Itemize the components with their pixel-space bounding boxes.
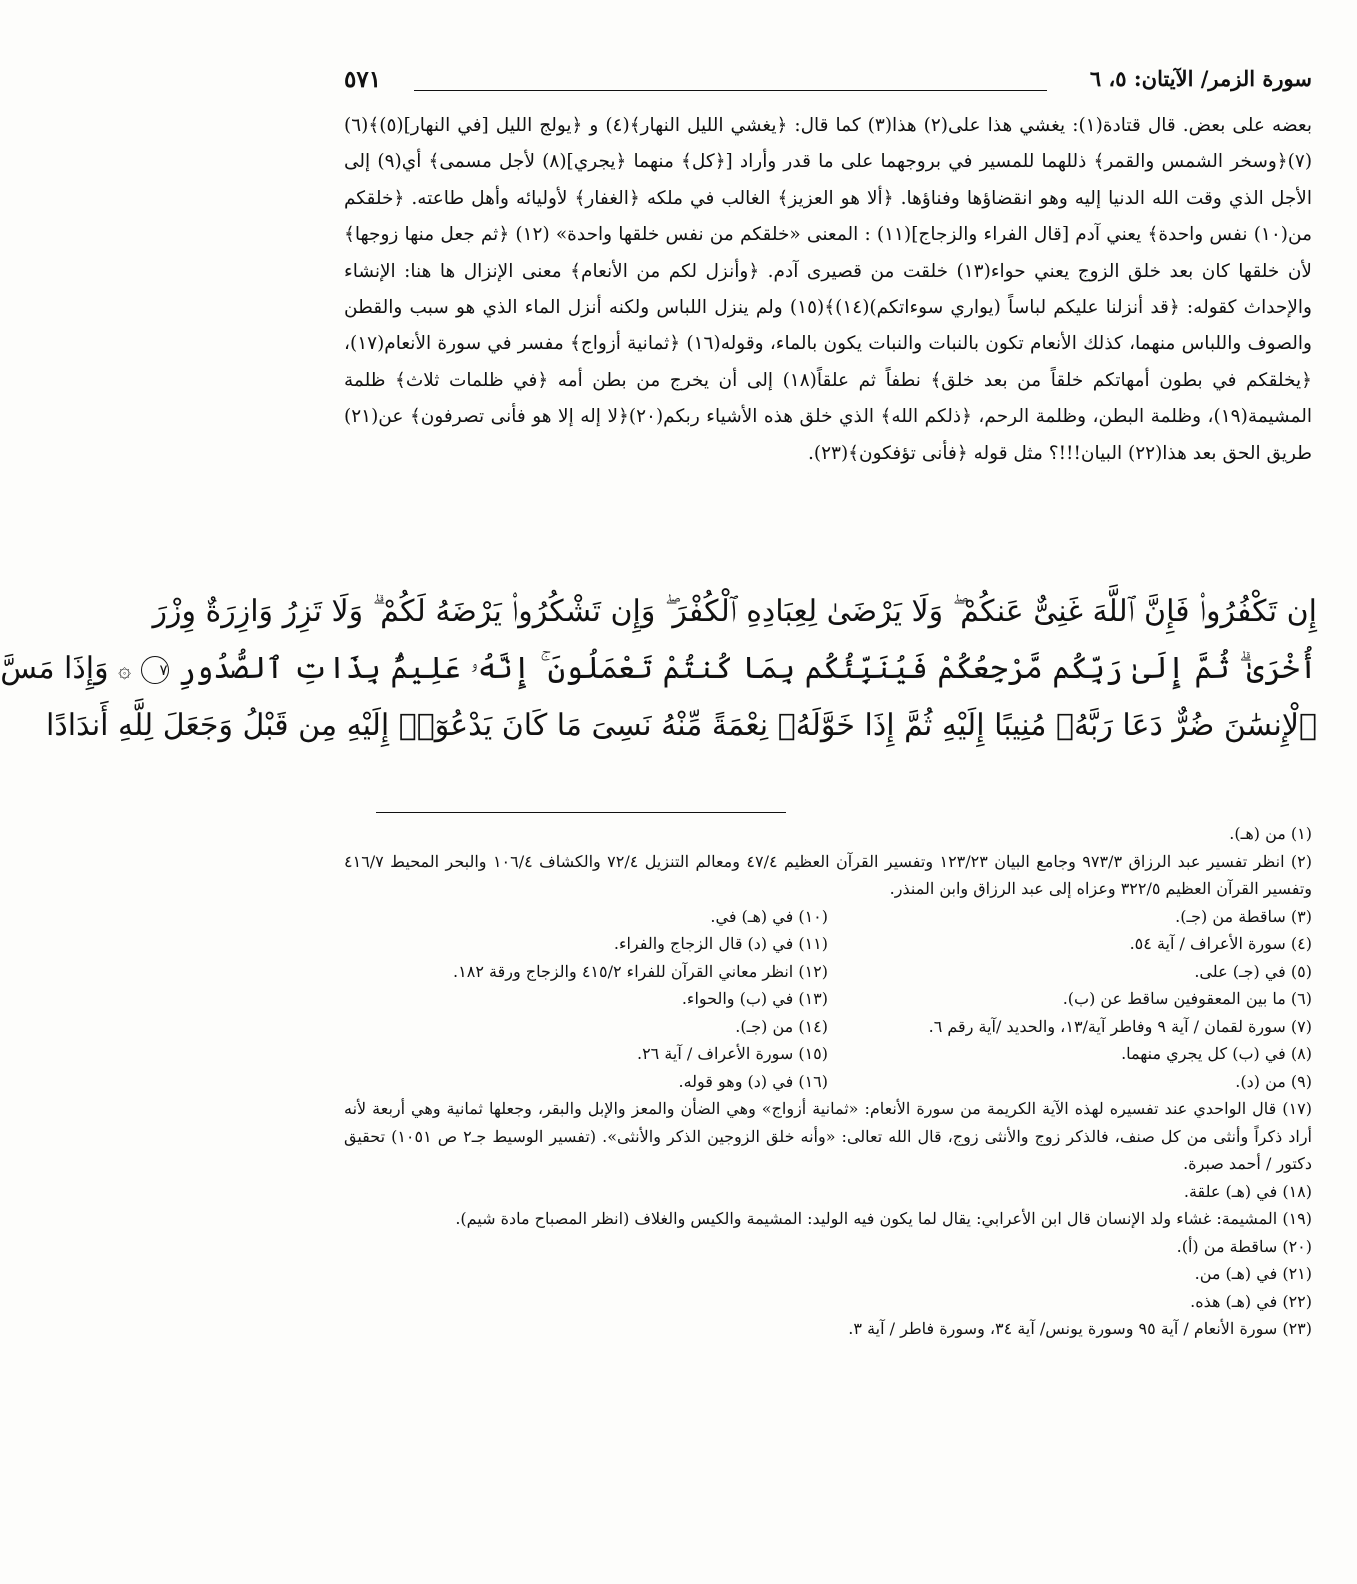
footnote-19: (١٩) المشيمة: غشاء ولد الإنسان قال ابن الأعرابي: يقال لما يكون فيه الوليد: المشيمة والكيس والغلاف (انظر المصباح مادة شيم). [455, 1209, 1312, 1228]
surah-title: سورة الزمر/ الآيتان: ٥، ٦ [1089, 66, 1312, 91]
footnote-22: (٢٢) في (هـ) هذه. [1190, 1291, 1312, 1311]
footnote-17: (١٧) قال الواحدي عند تفسيره لهذه الآية الكريمة من سورة الأنعام: «ثمانية أزواج» وهي الضأن والمعز والإبل والبقر، وجعلها ثمانية وهي أربعة لأنه أراد ذكراً وأنثى من كل صنف، فالذكر زوج والأنثى زوج، قال الله تعالى: «وأنه خلق الزوجين الذكر والأنثى». (تفسير الوسيط جـ٢ ص ١٠٥١) تحقيق دكتور / أحمد صبرة. [344, 1099, 1313, 1173]
footnote-9: (٩) من (د). [1235, 1071, 1312, 1091]
page-header [344, 64, 1312, 102]
quran-line-2 [0, 640, 1317, 697]
quran-line-2-end: وَإِذَا مَسَّ [0, 651, 109, 686]
commentary-paragraph: بعضه على بعض. قال قتادة(١): يغشي هذا على(٢) هذا(٣) كما قال: ﴿يغشي الليل النهار﴾(٤) و ﴿يولج الليل [في النهار](٥)﴾(٦)(٧)﴿وسخر الشمس والقمر﴾ ذللهما للمسير في بروجهما على ما قدر وأراد [﴿كل﴾ منهما ﴿يجري](٨) لأجل مسمى﴾ أي(٩) إلى الأجل الذي وقت الله الدنيا إليه وهو انقضاؤها وفناؤها. ﴿ألا هو العزيز﴾ الغالب في ملكه ﴿الغفار﴾ لأوليائه وأهل طاعته. ﴿خلقكم من(١٠) نفس واحدة﴾ يعني آدم [قال الفراء والزجاج](١١) : المعنى «خلقكم من نفس خلقها واحدة» (١٢) ﴿ثم جعل منها زوجها﴾ لأن خلقها كان بعد خلق الزوج يعني حواء(١٣) خلقت من قصيرى آدم. ﴿وأنزل لكم من الأنعام﴾ معنى الإنزال ها هنا: الإنشاء والإحداث كقوله: ﴿قد أنزلنا عليكم لباساً (يواري سوءاتكم)(١٤)﴾(١٥) ولم ينزل اللباس ولكنه أنزل الماء الذي هو سبب والقطن والصوف واللباس منهما، كذلك الأنعام تكون بالنبات والنبات يكون بالماء، وقوله(١٦) ﴿ثمانية أزواج﴾ مفسر في سورة الأنعام(١٧)، ﴿يخلقكم في بطون أمهاتكم خلقاً من بعد خلق﴾ نطفاً ثم علقاً(١٨) إلى أن يخرج من بطن أمه ﴿في ظلمات ثلاث﴾ ظلمة المشيمة(١٩)، وظلمة البطن، وظلمة الرحم، ﴿ذلكم الله﴾ الذي خلق هذه الأشياء ربكم(٢٠)﴿لا إله إلا هو فأنى تصرفون﴾ عن(٢١) طريق الحق بعد هذا(٢٢) البيان!!!؟ مثل قوله ﴿فأنى تؤفكون﴾(٢٣). [344, 115, 1313, 464]
footnote-18: (١٨) في (هـ) علقة. [1183, 1181, 1312, 1201]
footnote-separator [376, 812, 786, 813]
footnote-8: (٨) في (ب) كل يجري منهما. [1121, 1044, 1312, 1063]
footnote-14: (١٤) من (جـ). [735, 1016, 828, 1036]
page-number: ٥٧١ [344, 66, 382, 93]
footnote-12: (١٢) انظر معاني القرآن للفراء ٤١٥/٢ والزجاج ورقة ١٨٢. [453, 961, 828, 981]
footnote-15: (١٥) سورة الأعراف / آية ٢٦. [636, 1044, 828, 1063]
footnote-4: (٤) سورة الأعراف / آية ٥٤. [1129, 934, 1312, 953]
quran-line-2-text: أُخْرَىٰ ۗ ثُمَّ إِلَىٰ رَبِّكُم مَّرْجِعُكُمْ فَيُنَبِّئُكُم بِمَا كُنتُمْ تَعْمَلُونَ ۚ إِنَّهُۥ عَلِيمٌۢ بِذَاتِ ٱلصُّدُورِ [178, 651, 1317, 686]
footnotes [344, 820, 1312, 1343]
rub-el-hizb-icon: ۞ [118, 657, 132, 683]
footnote-23: (٢٣) سورة الأنعام / آية ٩٥ وسورة يونس/ آية ٣٤، وسورة فاطر / آية ٣. [848, 1319, 1312, 1338]
ayah-number-marker: ٧ [141, 656, 169, 684]
quran-verses [0, 583, 1317, 754]
footnote-2: (٢) انظر تفسير عبد الرزاق ٩٧٣/٣ وجامع البيان ١٢٣/٢٣ وتفسير القرآن العظيم ٤٧/٤ ومعالم التنزيل ٧٢/٤ والكشاف ١٠٦/٤ والبحر المحيط ٤١٦/٧ وتفسير القرآن العظيم ٣٢٢/٥ وعزاه إلى عبد الرزاق وابن المنذر. [344, 851, 1313, 898]
quran-line-1: إِن تَكْفُرُوا۟ فَإِنَّ ٱللَّهَ غَنِىٌّ عَنكُمْ ۖ وَلَا يَرْضَىٰ لِعِبَادِهِ ٱلْكُفْرَ ۖ وَإِن تَشْكُرُوا۟ يَرْضَهُ لَكُمْ ۗ وَلَا تَزِرُ وَازِرَةٌ وِزْرَ [152, 594, 1317, 629]
footnote-6: (٦) ما بين المعقوفين ساقط عن (ب). [1062, 989, 1312, 1008]
footnote-5: (٥) في (جـ) على. [1194, 961, 1312, 981]
footnote-3: (٣) ساقطة من (جـ). [1175, 906, 1312, 926]
footnotes-two-columns [344, 903, 1312, 1096]
footnotes-right-column [828, 903, 1312, 1096]
footnotes-left-column [344, 903, 828, 1096]
footnote-7: (٧) سورة لقمان / آية ٩ وفاطر آية/١٣، والحديد /آية رقم ٦. [928, 1016, 1312, 1036]
footnote-11: (١١) في (د) قال الزجاج والفراء. [613, 934, 828, 953]
footnote-20: (٢٠) ساقطة من (أ). [1176, 1236, 1312, 1256]
footnote-21: (٢١) في (هـ) من. [1194, 1264, 1312, 1283]
quran-line-3: ٱلْإِنسَٰنَ ضُرٌّ دَعَا رَبَّهُۥ مُنِيبًا إِلَيْهِ ثُمَّ إِذَا خَوَّلَهُۥ نِعْمَةً مِّنْهُ نَسِىَ مَا كَانَ يَدْعُوٓا۟ إِلَيْهِ مِن قَبْلُ وَجَعَلَ لِلَّهِ أَندَادًا [46, 708, 1317, 743]
footnote-13: (١٣) في (ب) والحواء. [681, 989, 828, 1008]
footnote-10: (١٠) في (هـ) في. [710, 906, 828, 926]
header-rule [414, 90, 1047, 91]
commentary-text [344, 108, 1312, 472]
footnote-16: (١٦) في (د) وهو قوله. [678, 1071, 828, 1091]
footnote-1: (١) من (هـ). [1229, 824, 1312, 843]
